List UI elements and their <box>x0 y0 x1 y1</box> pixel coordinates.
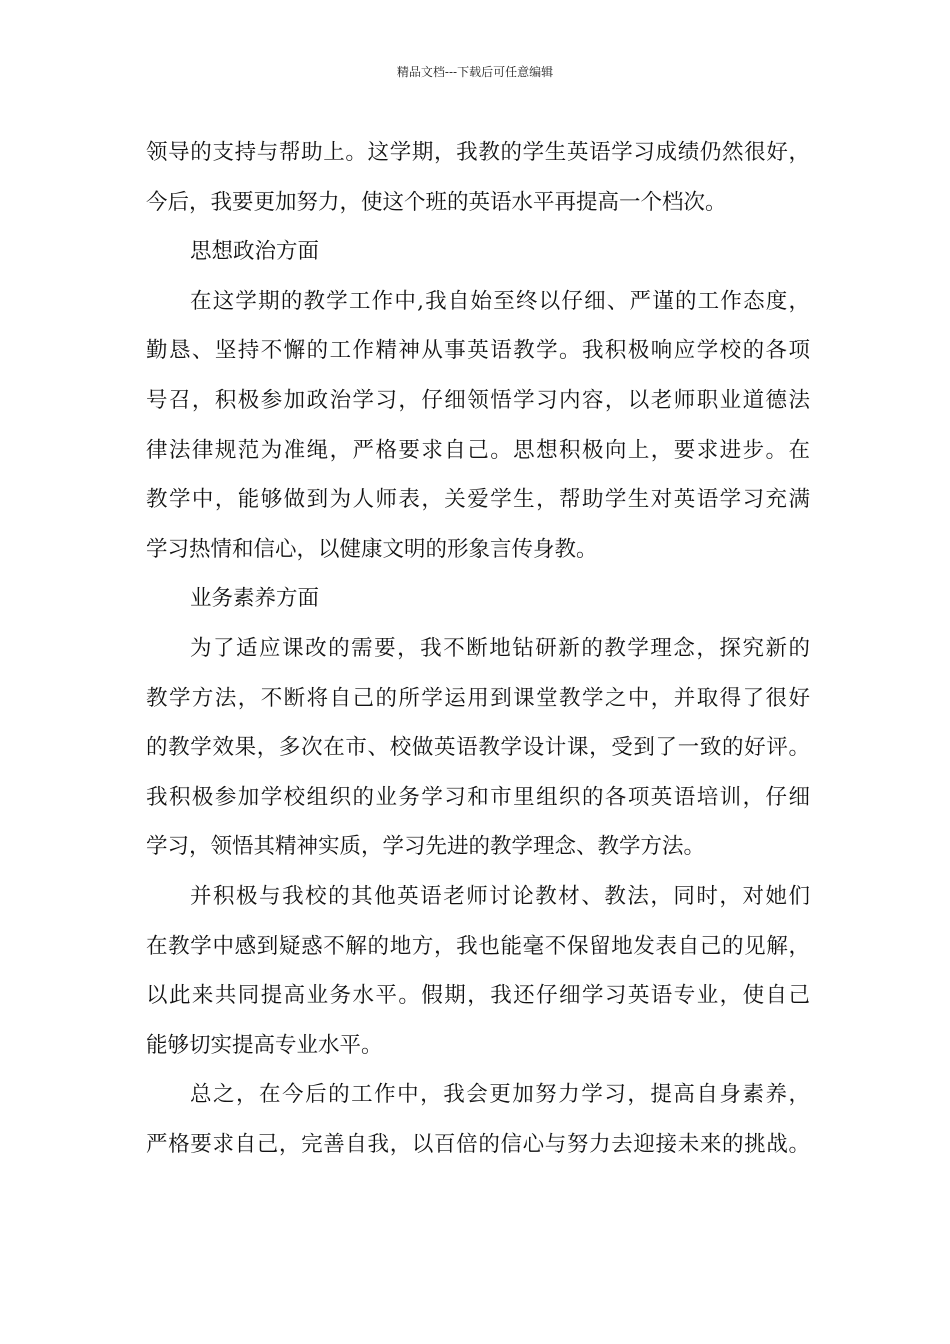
section-heading: 业务素养方面 <box>190 586 320 612</box>
text-line: 号召，积极参加政治学习，仔细领悟学习内容，以老师职业道德法 <box>146 387 810 413</box>
document-body <box>146 128 810 1169</box>
text-line: 并积极与我校的其他英语老师讨论教材、教法，同时，对她们 <box>190 883 810 909</box>
text-line: 为了适应课改的需要，我不断地钻研新的教学理念，探究新的 <box>190 635 810 661</box>
text-line: 学习，领悟其精神实质，学习先进的教学理念、教学方法。 <box>146 834 706 860</box>
text-line: 教学中，能够做到为人师表，关爱学生，帮助学生对英语学习充满 <box>146 487 810 513</box>
text-line: 教学方法，不断将自己的所学运用到课堂教学之中，并取得了很好 <box>146 685 810 711</box>
text-line: 领导的支持与帮助上。这学期，我教的学生英语学习成绩仍然很好， <box>146 140 810 165</box>
text-line: 的教学效果，多次在市、校做英语教学设计课，受到了一致的好评。 <box>146 735 810 761</box>
text-line: 我积极参加学校组织的业务学习和市里组织的各项英语培训，仔细 <box>146 784 810 810</box>
text-line: 今后，我要更加努力，使这个班的英语水平再提高一个档次。 <box>146 189 727 215</box>
section-heading: 思想政治方面 <box>190 239 320 265</box>
text-line: 以此来共同提高业务水平。假期，我还仔细学习英语专业，使自己 <box>146 983 810 1009</box>
text-line: 总之，在今后的工作中，我会更加努力学习，提高自身素养， <box>190 1082 810 1108</box>
page-header: 精品文档---下载后可任意编辑 <box>396 65 554 79</box>
text-line: 勤恳、坚持不懈的工作精神从事英语教学。我积极响应学校的各项 <box>146 338 810 364</box>
text-line: 严格要求自己，完善自我，以百倍的信心与努力去迎接未来的挑战。 <box>146 1131 810 1157</box>
text-line: 在教学中感到疑惑不解的地方，我也能毫不保留地发表自己的见解， <box>146 933 810 959</box>
text-line: 能够切实提高专业水平。 <box>146 1032 383 1058</box>
text-line: 在这学期的教学工作中,我自始至终以仔细、严谨的工作态度， <box>190 288 810 314</box>
text-line: 律法律规范为准绳，严格要求自己。思想积极向上，要求进步。在 <box>146 437 810 463</box>
text-line: 学习热情和信心，以健康文明的形象言传身教。 <box>146 536 598 562</box>
